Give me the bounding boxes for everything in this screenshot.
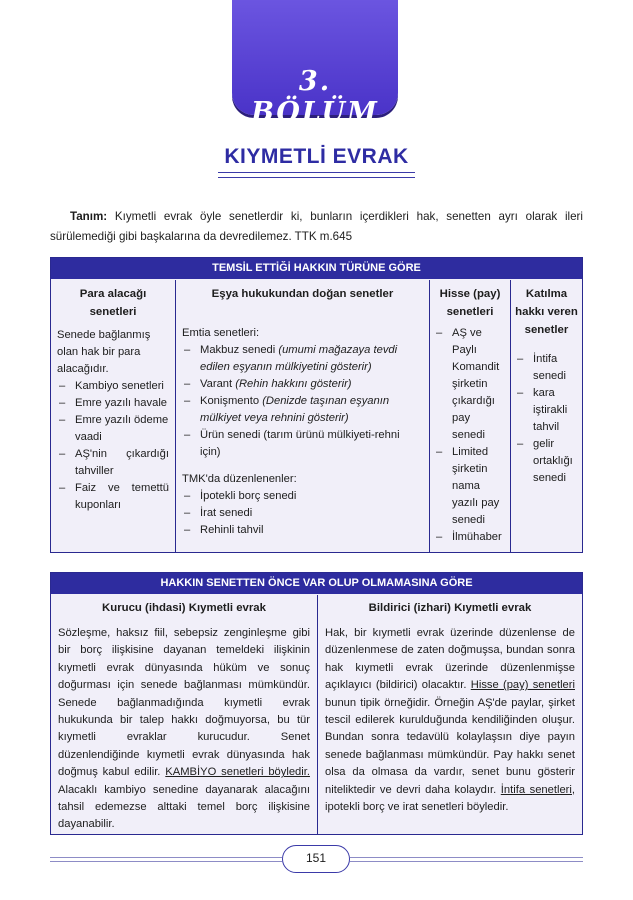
list-item (182, 427, 423, 461)
list-item (182, 393, 423, 427)
footer-rule (350, 861, 583, 862)
col1-intro: Senede bağlanmış olan hak bir para alacağıdır. (57, 329, 151, 375)
list-item: – Faiz ve temettü kuponları (57, 480, 169, 514)
list-item: – İlmühaber (434, 529, 506, 546)
list-item: – AŞ ve Paylı Komandit şirketin çıkardığı pay senedi (434, 325, 506, 444)
list-item: – Rehinli tahvil (182, 522, 423, 539)
col1-head: Para alacağı senetleri (79, 288, 147, 318)
table2-header: HAKKIN SENETTEN ÖNCE VAR OLUP OLMAMASINA GÖRE (51, 573, 582, 594)
column-constitutive (51, 595, 318, 834)
list-item: – İrat senedi (182, 505, 423, 522)
left-text (58, 625, 310, 834)
underlined-text: Hisse (pay) senetleri (470, 679, 575, 692)
col1-list (57, 378, 169, 514)
text-part: ipotekli borç ve irat senetleri böyledir. (325, 801, 509, 814)
left-head: Kurucu (ihdasi) Kıymetli evrak (102, 602, 266, 614)
column-declaratory (318, 595, 582, 834)
item-text: Ürün senedi (tarım ürünü mülkiyeti-rehni için) (200, 429, 400, 458)
item-note: (umumi mağazaya tevdi edilen eşyanın mülkiyetini gösterir) (200, 344, 398, 373)
column-money-claim (51, 280, 176, 552)
list-item: – Limited şirketin nama yazılı pay senedi (434, 444, 506, 529)
footer-rule (350, 857, 583, 858)
col4-list (515, 351, 578, 487)
definition-term: Tanım: (70, 210, 108, 223)
list-item: – Emre yazılı ödeme vaadi (57, 412, 169, 446)
col3-head: Hisse (pay) senetleri (439, 288, 501, 318)
list-item (182, 342, 423, 376)
list-item: – İntifa senedi (515, 351, 578, 385)
item-note: (Rehin hakkını gösterir) (235, 378, 352, 390)
title-rule (218, 177, 415, 178)
col2-list2 (182, 488, 423, 539)
list-item (182, 376, 423, 393)
col2-intro2: TMK'da düzenlenenler: (182, 473, 297, 485)
list-item: – Kambiyo senetleri (57, 378, 169, 395)
text-part: Alacaklı kambiyo senedine dayanarak alacağını tahsil edemezse alttaki temel borç ilişkisine dayanabilir. (58, 783, 310, 831)
title-rule (218, 172, 415, 173)
col2-list1 (182, 342, 423, 461)
text-part: bunun tipik örneğidir. Örneğin AŞ'de paylar, şirket tescil edilerek kurulduğunda kendiliğinden oluşur. Bundan sonra tedavülü kolaylaşsın diye payın senede bağlanması mümkündür. Pay hakkı senet olsa da olmasa da vardır, senet bunu gösterir niteliktedir ve devri daha kolaydır. (325, 696, 575, 796)
text-part: Sözleşme, haksız fiil, sebepsiz zenginleşme gibi bir borç ilişkisine dayanan temeldeki ilişkinin kıymetli evrak dünyasında hüküm ve sonuç doğurması için senede bağlanması mümkündür. Senede bağlanmadığında kıymetli evrak hukukunda bir talep hakkı doğmuyorsa, bu tür kıymetli evraklar kurucudur. Senet düzenlendiğinde kıymetli evrak dünyasında hak doğmuş kabul edilir. (58, 627, 310, 779)
page-title: KIYMETLİ EVRAK (224, 145, 409, 168)
list-item: – Emre yazılı havale (57, 395, 169, 412)
right-text (325, 625, 575, 816)
underlined-text: KAMBİYO senetleri böyledir. (165, 766, 310, 779)
definition (50, 207, 583, 247)
underlined-text: İntifa senetleri, (500, 783, 575, 796)
col4-head: Katılma hakkı veren senetler (515, 288, 578, 336)
text-part: Hak, bir kıymetli evrak üzerinde düzenlense de düzenlenmese de zaten doğmuşsa, bundan sonra hak kıymetli evrak üzerinde düzenlenmişse açıklayıcı (bildirici) olacaktır. (325, 627, 575, 692)
column-share-certificates (430, 280, 511, 552)
list-item: – kara iştirakli tahvil (515, 385, 578, 436)
rights-type-table (50, 257, 583, 553)
chapter-label: 3. BÖLÜM (251, 66, 379, 128)
footer-rule (50, 857, 282, 858)
list-item: – İpotekli borç senedi (182, 488, 423, 505)
col2-head: Eşya hukukundan doğan senetler (211, 288, 394, 300)
col2-intro1: Emtia senetleri: (182, 327, 260, 339)
list-item: – gelir ortaklığı senedi (515, 436, 578, 487)
item-note: (Denizde taşınan eşyanın mülkiyet veya rehnini gösterir) (200, 395, 390, 424)
table1-header: TEMSİL ETTİĞİ HAKKIN TÜRÜNE GÖRE (51, 258, 582, 279)
item-text: Konişmento (200, 395, 263, 407)
item-text: Varant (200, 378, 236, 390)
chapter-tab (232, 0, 398, 128)
right-head: Bildirici (izhari) Kıymetli evrak (368, 602, 532, 614)
page-number: 151 (282, 845, 350, 873)
footer-rule (50, 861, 282, 862)
column-property-law (176, 280, 430, 552)
prior-existence-table (50, 572, 583, 835)
item-text: Makbuz senedi (200, 344, 279, 356)
col3-list (434, 325, 506, 546)
column-participation (511, 280, 582, 552)
definition-text: Kıymetli evrak öyle senetlerdir ki, bunların içerdikleri hak, senetten ayrı olarak ileri sürülemediği gibi başkalarına da devredilemez. TTK m.645 (50, 210, 583, 243)
list-item: – AŞ'nin çıkardığı tahviller (57, 446, 169, 480)
